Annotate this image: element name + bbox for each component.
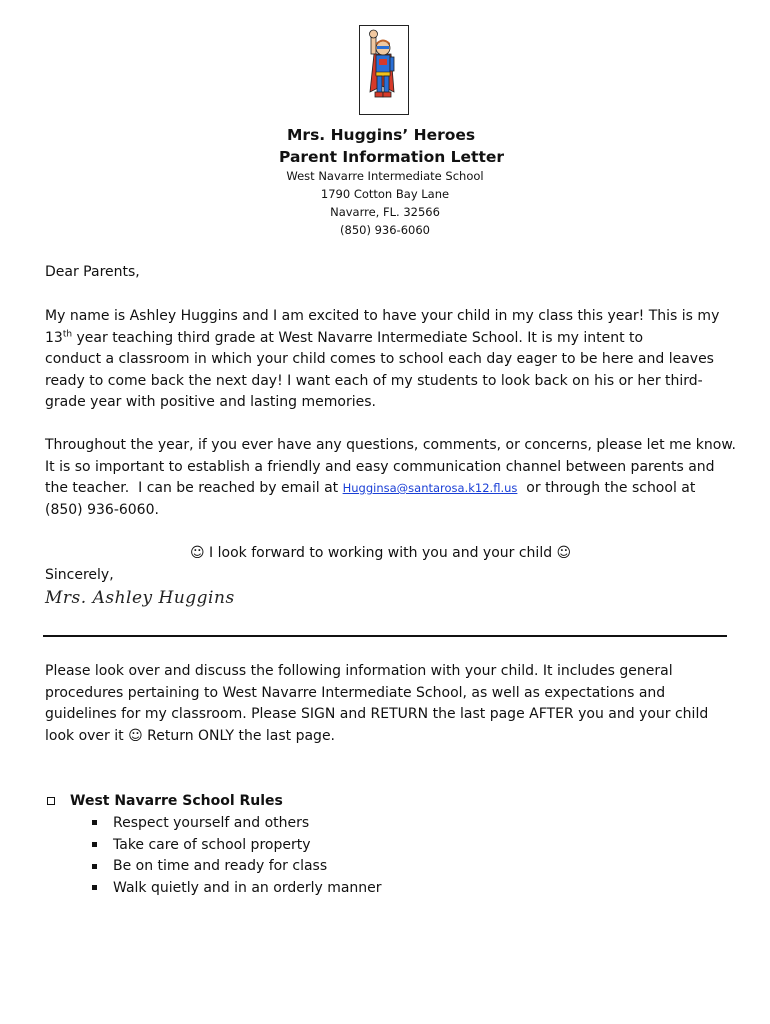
square-bullet-icon bbox=[92, 885, 97, 890]
school-rules-section bbox=[45, 790, 735, 899]
list-item bbox=[45, 877, 735, 899]
instructions-line: procedures pertaining to West Navarre Intermediate School, as well as expectations and bbox=[45, 684, 666, 701]
contact-line: It is so important to establish a friendly and easy communication channel between parents and bbox=[45, 458, 715, 475]
instructions-line: Please look over and discuss the following information with your child. It includes general bbox=[45, 663, 673, 679]
contact-line: Throughout the year, if you ever have any questions, comments, or concerns, please let me know. bbox=[45, 437, 736, 453]
years-number: 13 bbox=[45, 329, 63, 346]
instructions-line: look over it ☺ Return ONLY the last page. bbox=[45, 727, 336, 744]
closing-line bbox=[190, 543, 690, 565]
superhero-icon bbox=[360, 26, 407, 113]
page-title: Mrs. Huggins’ Heroes bbox=[287, 126, 476, 144]
instructions-paragraph bbox=[45, 661, 735, 747]
square-bullet-icon bbox=[92, 820, 97, 825]
square-bullet-icon bbox=[92, 842, 97, 847]
intro-line: ready to come back the next day! I want each of my students to look back on his or her third- bbox=[45, 372, 703, 389]
divider bbox=[43, 635, 727, 637]
sincerely bbox=[45, 565, 735, 587]
rule-text: Walk quietly and in an orderly manner bbox=[113, 879, 382, 896]
rule-text: Be on time and ready for class bbox=[113, 858, 328, 875]
signature: Mrs. Ashley Huggins bbox=[45, 588, 235, 608]
school-city: Navarre, FL. 32566 bbox=[330, 205, 440, 219]
contact-line: (850) 936-6060. bbox=[45, 501, 159, 518]
intro-line bbox=[45, 328, 735, 350]
contact-line-text: the teacher. I can be reached by email at bbox=[45, 480, 343, 496]
greeting bbox=[45, 262, 735, 284]
list-item bbox=[45, 812, 735, 834]
rules-heading: West Navarre School Rules bbox=[70, 793, 283, 809]
school-phone: (850) 936-6060 bbox=[340, 223, 430, 237]
page-subtitle: Parent Information Letter bbox=[279, 148, 505, 166]
rule-text: Respect yourself and others bbox=[113, 814, 310, 831]
sincerely-text: Sincerely, bbox=[45, 567, 114, 583]
rule-text: Take care of school property bbox=[113, 836, 311, 853]
instructions-line: guidelines for my classroom. Please SIGN and RETURN the last page AFTER you and your child bbox=[45, 706, 709, 722]
contact-line bbox=[45, 478, 735, 500]
superhero-logo bbox=[359, 25, 409, 115]
greeting-text: Dear Parents, bbox=[45, 264, 140, 280]
years-suffix: th bbox=[62, 328, 73, 339]
contact-paragraph bbox=[45, 435, 735, 521]
email-link[interactable]: Hugginsa@santarosa.k12.fl.us bbox=[342, 481, 518, 495]
contact-line-text: or through the school at bbox=[517, 480, 696, 496]
rules-heading-row bbox=[45, 790, 735, 812]
school-street: 1790 Cotton Bay Lane bbox=[320, 187, 450, 201]
closing-text: ☺ I look forward to working with you and your child ☺ bbox=[190, 545, 572, 561]
list-item bbox=[45, 834, 735, 856]
intro-line: My name is Ashley Huggins and I am excited to have your child in my class this year! This is my bbox=[45, 308, 720, 324]
list-item bbox=[45, 855, 735, 877]
intro-line: conduct a classroom in which your child comes to school each day eager to be here and leaves bbox=[45, 351, 714, 367]
square-bullet-icon bbox=[92, 864, 97, 869]
school-name: West Navarre Intermediate School bbox=[286, 169, 484, 183]
intro-line: grade year with positive and lasting memories. bbox=[45, 394, 376, 410]
rules-list bbox=[45, 812, 735, 899]
intro-paragraph bbox=[45, 306, 735, 414]
checkbox-bullet-icon bbox=[47, 797, 55, 805]
intro-line-text: year teaching third grade at West Navarre Intermediate School. It is my intent to bbox=[72, 329, 644, 346]
